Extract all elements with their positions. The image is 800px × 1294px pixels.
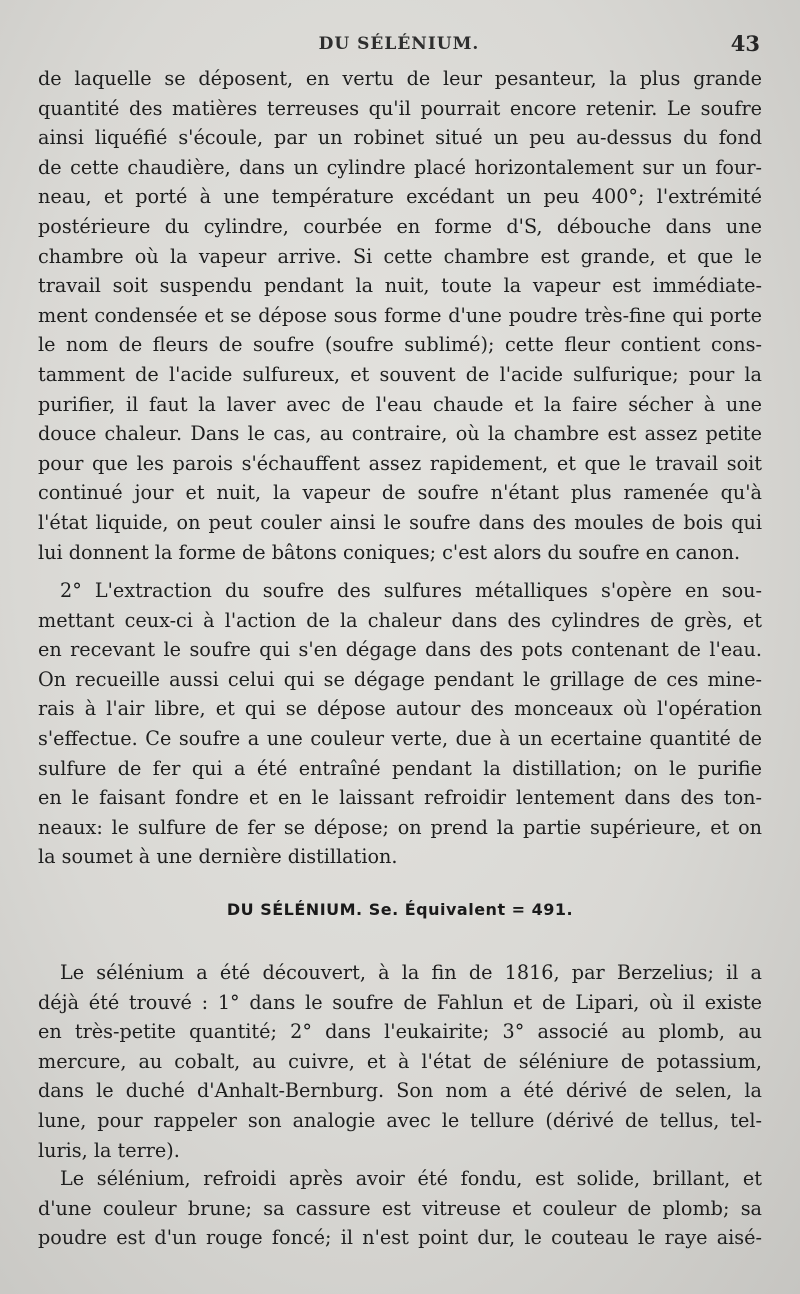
paragraph-continuation (38, 64, 762, 567)
text-line: Le sélénium, refroidi après avoir été fondu, est solide, brillant, et (60, 1167, 762, 1190)
text-line: rais à l'air libre, et qui se dépose autour des monceaux où l'opération (38, 697, 762, 721)
paragraph-selenium-properties (38, 1164, 762, 1253)
text-line: ainsi liquéfié s'écoule, par un robinet situé un peu au-dessus du fond (38, 126, 762, 150)
text-line: l'état liquide, on peut couler ainsi le soufre dans des moules de bois qui (38, 510, 762, 534)
paragraph-selenium-discovery (38, 958, 762, 1165)
text-line: douce chaleur. Dans le cas, au contraire, où la chambre est assez petite (38, 422, 762, 446)
running-head (38, 31, 760, 60)
text-line: quantité des matières terreuses qu'il pourrait encore retenir. Le soufre (38, 96, 762, 120)
text-line: en très-petite quantité; 2° dans l'eukairite; 3° associé au plomb, au (38, 1020, 762, 1044)
text-line: la soumet à une dernière distillation. (38, 845, 398, 869)
text-line: le nom de fleurs de soufre (soufre sublimé); cette fleur contient cons- (38, 333, 762, 357)
paragraph-sulfide-extraction (38, 576, 762, 872)
text-line: postérieure du cylindre, courbée en forme d'S, débouche dans une (38, 214, 762, 238)
text-line: tamment de l'acide sulfureux, et souvent de l'acide sulfurique; pour la (38, 362, 762, 386)
text-line: purifier, il faut la laver avec de l'eau chaude et la faire sécher à une (38, 392, 762, 416)
text-line: continué jour et nuit, la vapeur de soufre n'étant plus ramenée qu'à (38, 481, 762, 505)
text-line: lui donnent la forme de bâtons coniques; c'est alors du soufre en canon. (38, 540, 741, 564)
text-line: neau, et porté à une température excédant un peu 400°; l'extrémité (38, 185, 762, 209)
text-line: dans le duché d'Anhalt-Bernburg. Son nom a été dérivé de selen, la (38, 1079, 762, 1103)
text-line: lune, pour rappeler son analogie avec le tellure (dérivé de tellus, tel- (38, 1108, 762, 1132)
text-line: mettant ceux-ci à l'action de la chaleur dans des cylindres de grès, et (38, 608, 762, 632)
text-line: d'une couleur brune; sa cassure est vitreuse et couleur de plomb; sa (38, 1196, 762, 1220)
text-line: chambre où la vapeur arrive. Si cette chambre est grande, et que le (38, 244, 762, 268)
page-number: 43 (730, 31, 760, 56)
text-line: s'effectue. Ce soufre a une couleur verte, due à un ecertaine quantité de (38, 726, 762, 750)
text-line: en le faisant fondre et en le laissant refroidir lentement dans des ton- (38, 786, 762, 810)
text-line: Le sélénium a été découvert, à la fin de 1816, par Berzelius; il a (60, 961, 762, 984)
running-head-title: DU SÉLÉNIUM. (318, 34, 480, 54)
text-line: travail soit suspendu pendant la nuit, toute la vapeur est immédiate- (38, 274, 762, 298)
text-line: de laquelle se déposent, en vertu de leur pesanteur, la plus grande (38, 67, 762, 90)
text-line: neaux: le sulfure de fer se dépose; on prend la partie supérieure, et on (38, 815, 762, 839)
text-line: de cette chaudière, dans un cylindre placé horizontalement sur un four- (38, 155, 762, 179)
text-line: en recevant le soufre qui s'en dégage dans des pots contenant de l'eau. (38, 638, 762, 662)
text-line: poudre est d'un rouge foncé; il n'est point dur, le couteau le raye aisé- (38, 1226, 762, 1250)
text-line: déjà été trouvé : 1° dans le soufre de Fahlun et de Lipari, où il existe (38, 990, 762, 1014)
text-line: mercure, au cobalt, au cuivre, et à l'état de séléniure de potassium, (38, 1049, 762, 1073)
text-line: pour que les parois s'échauffent assez rapidement, et que le travail soit (38, 451, 762, 475)
section-heading: DU SÉLÉNIUM. Se. Équivalent = 491. (226, 900, 574, 919)
text-line: sulfure de fer qui a été entraîné pendant la distillation; on le purifie (38, 756, 762, 780)
text-line: luris, la terre). (38, 1138, 180, 1162)
text-line: 2° L'extraction du soufre des sulfures métalliques s'opère en sou- (60, 579, 762, 602)
text-line: On recueille aussi celui qui se dégage pendant le grillage de ces mine- (38, 667, 762, 691)
text-line: ment condensée et se dépose sous forme d'une poudre très-fine qui porte (38, 303, 762, 327)
